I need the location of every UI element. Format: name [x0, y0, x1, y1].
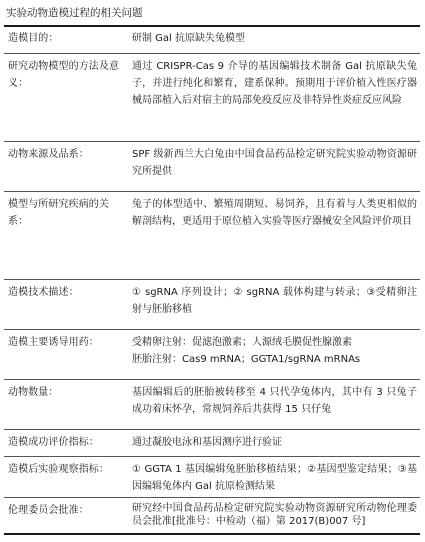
row-label: 造模技术描述： [8, 287, 79, 298]
row-value-text: 兔子的体型适中、繁殖周期短、易饲养，且有着与人类更相似的解剖结构，更适用于原位植入实验等医疗器械安全风险评价项目 [132, 199, 417, 227]
row-value-text: 通过凝胶电泳和基因测序进行验证 [132, 437, 282, 448]
row-value [132, 461, 417, 495]
table-row-method [4, 54, 420, 142]
row-label: 造模成功评价指标： [8, 437, 99, 448]
table-row-count [4, 380, 420, 430]
bottom-rule [4, 533, 420, 535]
row-value [132, 434, 417, 451]
row-value-text: 受精卵注射：促滤泡激素；人源绒毛膜促性腺激素 [132, 337, 352, 348]
row-value-text: 研究经中国食品药品检定研究院实验动物资源研究所动物伦理委员会批准[批准号：中检动（福）第 2017(B)007 号] [132, 503, 417, 527]
row-value [132, 146, 417, 180]
table-row-purpose [4, 26, 420, 54]
row-label: 动物数量： [8, 387, 59, 398]
document-title: 实验动物造模过程的相关问题 [6, 7, 143, 19]
row-value [132, 196, 417, 230]
table-row-ethics [4, 498, 420, 533]
row-value-text: 通过 CRISPR-Cas 9 介导的基因编辑技术制备 Gal 抗原缺失兔子，并进行纯化和繁育，建系保种。预期用于评价植入性医疗器械局部植入后对宿主的局部免疫反应及非特异性炎症反应风险 [132, 61, 417, 106]
row-value-text: ① sgRNA 序列设计；② sgRNA 载体构建与转录；③受精卵注射与胚胎移植 [132, 287, 417, 315]
row-label: 造模目的： [8, 33, 59, 44]
row-value-text: SPF 级新西兰大白兔由中国食品药品检定研究院实验动物资源研究所提供 [132, 149, 417, 177]
row-value [132, 284, 417, 318]
row-label: 模型与所研究疾病的关系： [8, 199, 109, 227]
table-row-evaluation [4, 430, 420, 457]
table-row-observation [4, 457, 420, 498]
table-row-drugs [4, 330, 420, 380]
row-value-text: ① GGTA 1 基因编辑兔胚胎移植结果；②基因型鉴定结果；③基因编辑兔体内 Gal 抗原检测结果 [132, 464, 417, 492]
row-label: 研究动物模型的方法及意义： [8, 61, 120, 89]
row-value-text: 基因编辑后的胚胎被转移至 4 只代孕兔体内，其中有 3 只兔子成功着床怀孕，常规饲养后共获得 15 只仔兔 [132, 387, 417, 415]
row-label: 动物来源及品系： [8, 149, 89, 160]
row-value [132, 384, 417, 418]
row-value [132, 30, 417, 47]
row-label: 伦理委员会批准： [8, 505, 89, 516]
row-label: 造模后实验观察指标： [8, 464, 109, 475]
row-value [132, 334, 417, 368]
row-value-text: 研制 Gal 抗原缺失兔模型 [132, 33, 246, 44]
row-value [132, 58, 417, 109]
row-label: 造模主要诱导用药： [8, 337, 99, 348]
table-row-technique [4, 280, 420, 330]
table-row-relation [4, 192, 420, 280]
table-row-source [4, 142, 420, 192]
row-value-text: 胚胎注射：Cas9 mRNA；GGTA1/sgRNA mRNAs [132, 354, 361, 365]
row-value [132, 502, 417, 528]
